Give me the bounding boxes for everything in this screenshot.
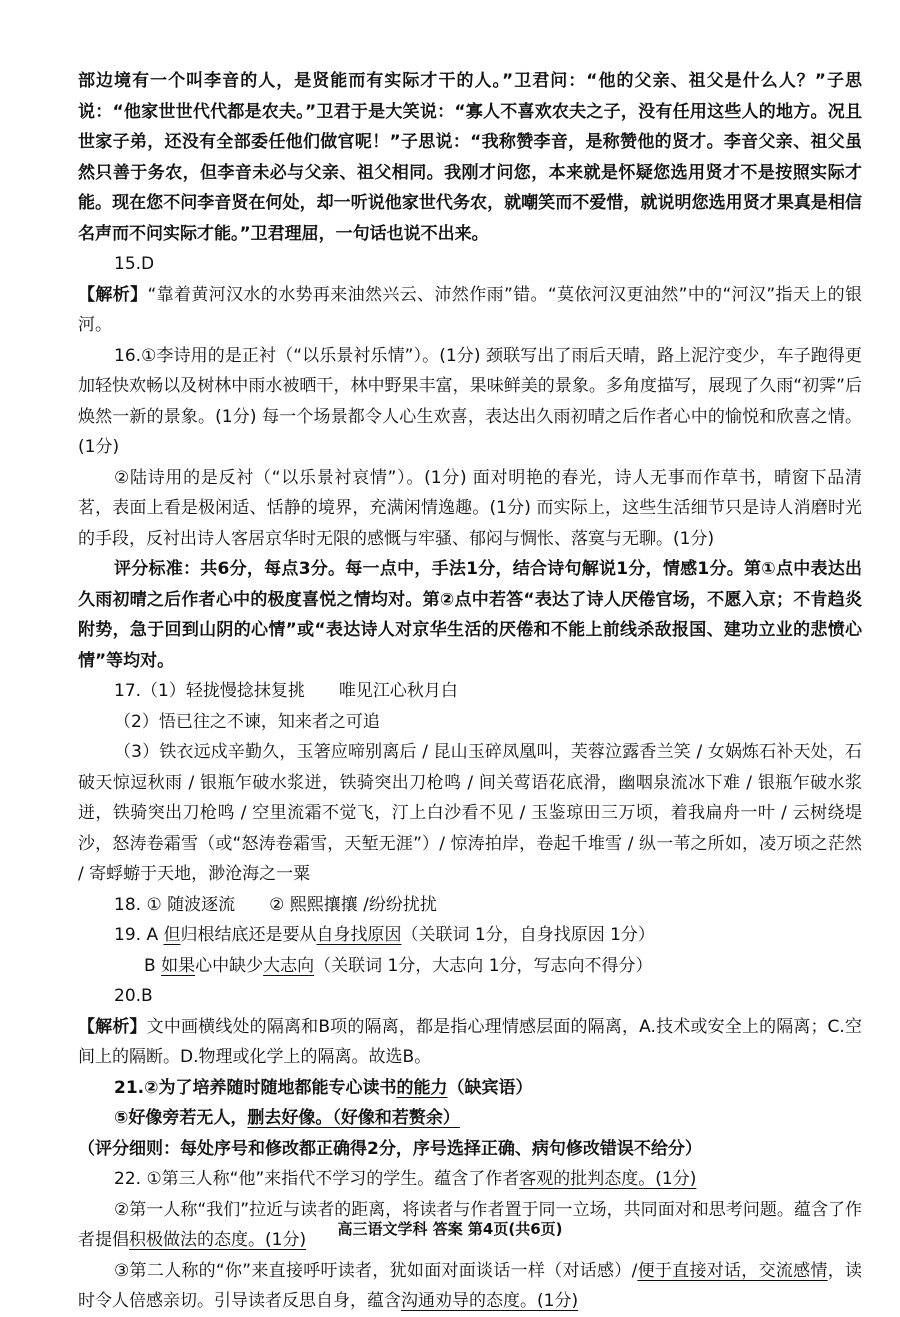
analysis-15	[78, 280, 862, 341]
underlined-conjunction: 如果	[161, 955, 196, 976]
answer-22-3-text-2: ，读时令人倍感亲切。引导读者反思自身，蕴含	[78, 1260, 863, 1311]
answer-21-5-text: ⑤好像旁若无人，	[114, 1108, 248, 1128]
answer-19-a-scoring: （关联词 1分，自身找原因 1分）	[401, 925, 655, 945]
answer-19-a-label: 19. A	[114, 925, 164, 945]
answer-19-a-text: 归根结底还是要从	[180, 925, 317, 945]
analysis-tag: 【解析】	[78, 1016, 147, 1037]
answer-20: 20.B	[114, 986, 153, 1006]
answer-22-1-text: 22. ①第三人称“他”来指代不学习的学生。蕴含了作者	[114, 1169, 520, 1189]
underlined-attitude: 沟通劝导的态度。(1分)	[401, 1291, 579, 1311]
answer-21-2-text: 21.②为了培养随时随地都能专心读书	[114, 1077, 397, 1098]
underlined-key-phrase: 自身找原因	[316, 925, 402, 945]
answer-22-1	[78, 1164, 862, 1195]
answer-22-3-text: ③第二人称的“你”来直接呼吁读者，犹如面对面谈话一样（对话感）/	[114, 1260, 638, 1281]
answer-21-scoring: （评分细则：每处序号和修改都正确得2分，序号选择正确、病句修改错误不给分）	[78, 1138, 702, 1159]
answer-19-b-scoring: （关联词 1分，大志向 1分，写志向不得分）	[314, 955, 653, 976]
answer-16-point-1: 16.①李诗用的是正衬（“以乐景衬乐情”）。(1分) 颈联写出了雨后天晴，路上泥泞变少，车子跑得更加轻快欢畅以及树林中雨水被晒干，林中野果丰富，果味鲜美的景象。多角度描写，展现了久雨“初霁”后焕然一新的景象。(1分) 每一个场景都令人心生欢喜，表达出久雨初晴之后作者心中的愉悦和欣喜之情。(1分)	[78, 345, 862, 457]
answer-22-2-text: ②第一人称“我们”拉近与读者的距离，将读者与作者置于同一立场，共同面对和思考问题。蕴含了作者提倡	[78, 1199, 862, 1250]
answer-16-scoring: 评分标准：共6分，每点3分。每一点中，手法1分，结合诗句解说1分，情感1分。第①点中表达出久雨初晴之后作者心中的极度喜悦之情均对。第②点中若答“表达了诗人厌倦官场，不愿入京；不肯趋炎附势，急于回到山阴的心情”或“表达诗人对京华生活的厌倦和不能上前线杀敌报国、建功立业的悲愤心情”等均对。	[78, 559, 862, 671]
analysis-15-text: “靠着黄河汉水的水势再来油然兴云、沛然作雨”错。“莫依河汉更油然”中的“河汉”指天上的银河。	[78, 284, 863, 335]
analysis-tag: 【解析】	[78, 284, 148, 305]
analysis-20-text: 文中画横线处的隔离和B项的隔离，都是指心理情感层面的隔离，A.技术或安全上的隔离；C.空间上的隔断。D.物理或化学上的隔离。故选B。	[78, 1016, 863, 1067]
answer-19-b	[78, 951, 862, 982]
answer-22-3	[78, 1256, 862, 1317]
answer-15: 15.D	[114, 254, 155, 274]
answer-17-2: （2）悟已往之不谏，知来者之可追	[114, 711, 380, 732]
answer-17-1: 17.（1）轻拢慢捻抹复挑 唯见江心秋月白	[114, 681, 458, 701]
answer-16-point-2: ②陆诗用的是反衬（“以乐景衬哀情”）。(1分) 面对明艳的春光，诗人无事而作草书，晴窗下品清茗，表面上看是极闲适、恬静的境界，充满闲情逸趣。(1分) 而实际上，这些生活细节只是诗人消磨时光的手段，反衬出诗人客居京华时无限的感慨与牢骚、郁闷与惆怅、落寞与无聊。(1分)	[78, 467, 862, 549]
answer-21-2	[78, 1073, 862, 1104]
answer-21-5	[78, 1103, 862, 1134]
answer-18: 18. ① 随波逐流 ② 熙熙攘攘 /纷纷扰扰	[114, 894, 437, 915]
answer-21-2-note: （缺宾语）	[447, 1077, 533, 1098]
underlined-correction: 的能力	[396, 1077, 448, 1098]
underlined-correction: 删去好像。（好像和若赘余）	[247, 1108, 460, 1128]
answer-19-b-text: 心中缺少	[195, 955, 264, 976]
underlined-phrase: 便于直接对话，交流感情	[637, 1260, 828, 1281]
underlined-attitude: 客观的批判态度。(1分)	[519, 1169, 697, 1189]
page-footer: 高三语文学科 答案 第4页(共6页)	[337, 1220, 563, 1238]
answer-19-a	[78, 920, 862, 951]
underlined-key-phrase: 大志向	[263, 955, 315, 976]
underlined-attitude: 积极做法的态度。(1分)	[129, 1230, 307, 1250]
answer-17-3: （3）铁衣远戍辛勤久，玉箸应啼别离后 / 昆山玉碎凤凰叫，芙蓉泣露香兰笑 / 女娲炼石补天处，石破天惊逗秋雨 / 银瓶乍破水浆迸，铁骑突出刀枪鸣 / 间关莺语花底滑，幽咽泉流冰下难 / 银瓶乍破水浆迸，铁骑突出刀枪鸣 / 空里流霜不觉飞，汀上白沙看不见 / 玉鉴琼田三万顷，着我扁舟一叶 / 云树绕堤沙，怒涛卷霜雪（或“怒涛卷霜雪，天堑无涯”）/ 惊涛拍岸，卷起千堆雪 / 纵一苇之所如，凌万顷之茫然 / 寄蜉蝣于天地，渺沧海之一粟	[78, 742, 862, 884]
translation-paragraph: 部边境有一个叫李音的人，是贤能而有实际才干的人。”卫君问：“他的父亲、祖父是什么人？”子思说：“他家世世代代都是农夫。”卫君于是大笑说：“寡人不喜欢农夫之子，没有任用这些人的地方。况且世家子弟，还没有全部委任他们做官呢！”子思说：“我称赞李音，是称赞他的贤才。李音父亲、祖父虽然只善于务农，但李音未必与父亲、祖父相同。我刚才问您，本来就是怀疑您选用贤才不是按照实际才能。现在您不问李音贤在何处，却一听说他家世代务农，就嘲笑而不爱惜，就说明您选用贤才果真是相信名声而不问实际才能。”卫君理屈，一句话也说不出来。	[78, 71, 862, 244]
underlined-conjunction: 但	[163, 925, 181, 945]
page-content	[78, 66, 862, 1317]
analysis-20	[78, 1012, 862, 1073]
answer-19-b-label: B	[144, 955, 162, 976]
